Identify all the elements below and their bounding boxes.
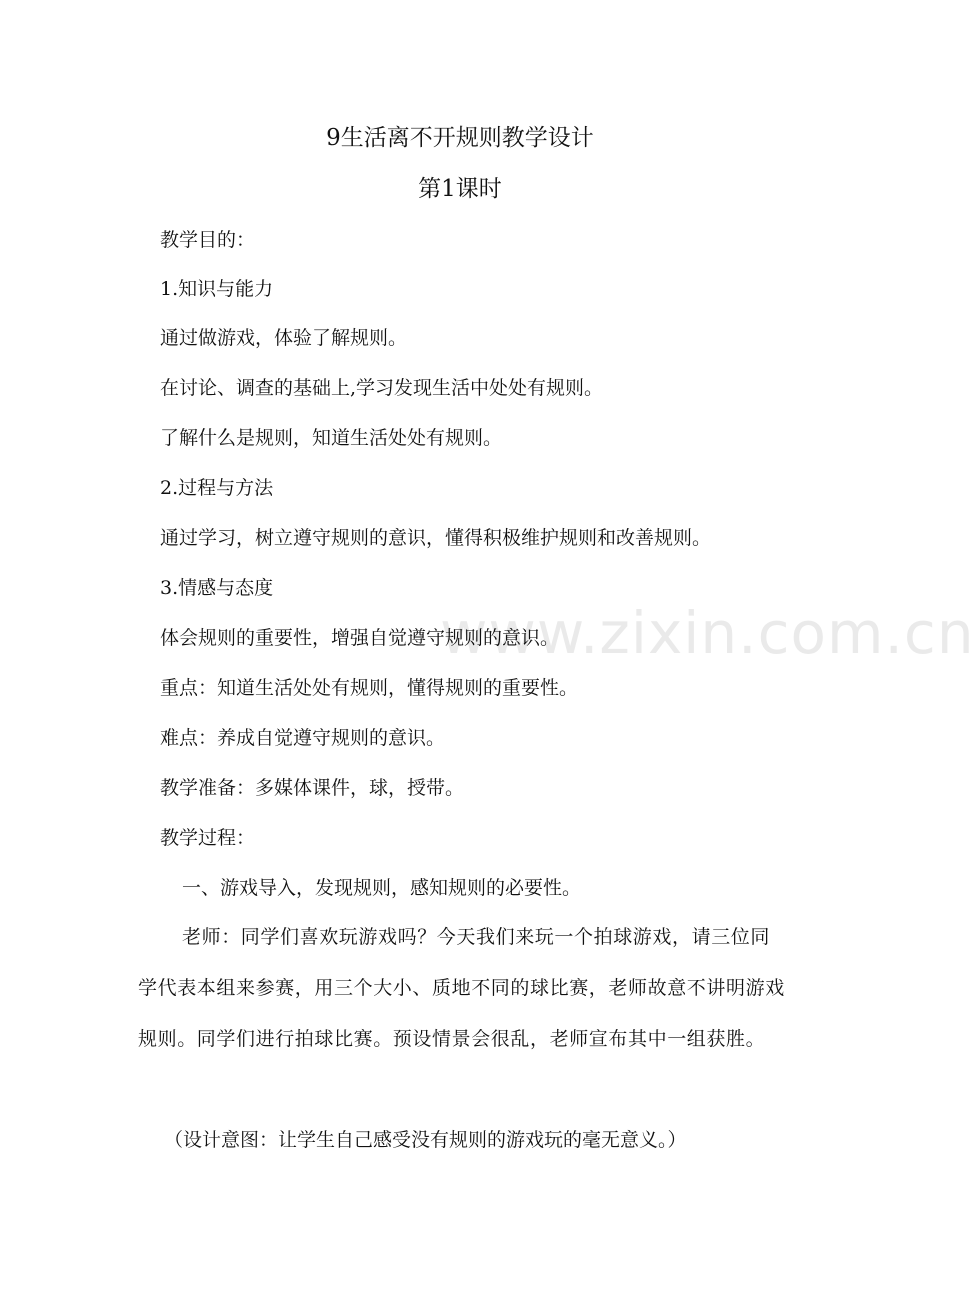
heading-knowledge-ability: 1.知识与能力 <box>160 278 274 300</box>
text-line: 体会规则的重要性，增强自觉遵守规则的意识。 <box>160 627 560 649</box>
section-label-objectives: 教学目的： <box>160 229 256 251</box>
heading-emotion-attitude: 3.情感与态度 <box>160 577 274 599</box>
difficult-point-line: 难点：养成自觉遵守规则的意识。 <box>160 727 446 749</box>
key-point-line: 重点：知道生活处处有规则，懂得规则的重要性。 <box>160 677 579 699</box>
text-line: 通过做游戏，体验了解规则。 <box>160 327 408 349</box>
teacher-paragraph: 老师：同学们喜欢玩游戏吗？今天我们来玩一个拍球游戏，请三位同学代表本组来参赛，用三个大小、质地不同的球比赛，老师故意不讲明游戏规则。同学们进行拍球比赛。预设情景会很乱，老师宣布其中一组获胜。 <box>138 926 785 1050</box>
step-heading-game-intro: 一、游戏导入，发现规则，感知规则的必要性。 <box>182 877 582 899</box>
text-line: 在讨论、调查的基础上,学习发现生活中处处有规则。 <box>160 377 604 399</box>
preparation-line: 教学准备：多媒体课件，球，授带。 <box>160 777 465 799</box>
design-intent-line: （设计意图：让学生自己感受没有规则的游戏玩的毫无意义。） <box>164 1129 687 1151</box>
heading-process-method: 2.过程与方法 <box>160 477 274 499</box>
document-subtitle: 第1课时 <box>418 176 502 202</box>
watermark-text: www.zixin.com.cn <box>440 599 975 667</box>
text-line: 通过学习，树立遵守规则的意识，懂得积极维护规则和改善规则。 <box>160 527 712 549</box>
document-title: 9生活离不开规则教学设计 <box>326 125 594 151</box>
text-line: 了解什么是规则，知道生活处处有规则。 <box>160 427 503 449</box>
section-label-process: 教学过程： <box>160 827 256 849</box>
